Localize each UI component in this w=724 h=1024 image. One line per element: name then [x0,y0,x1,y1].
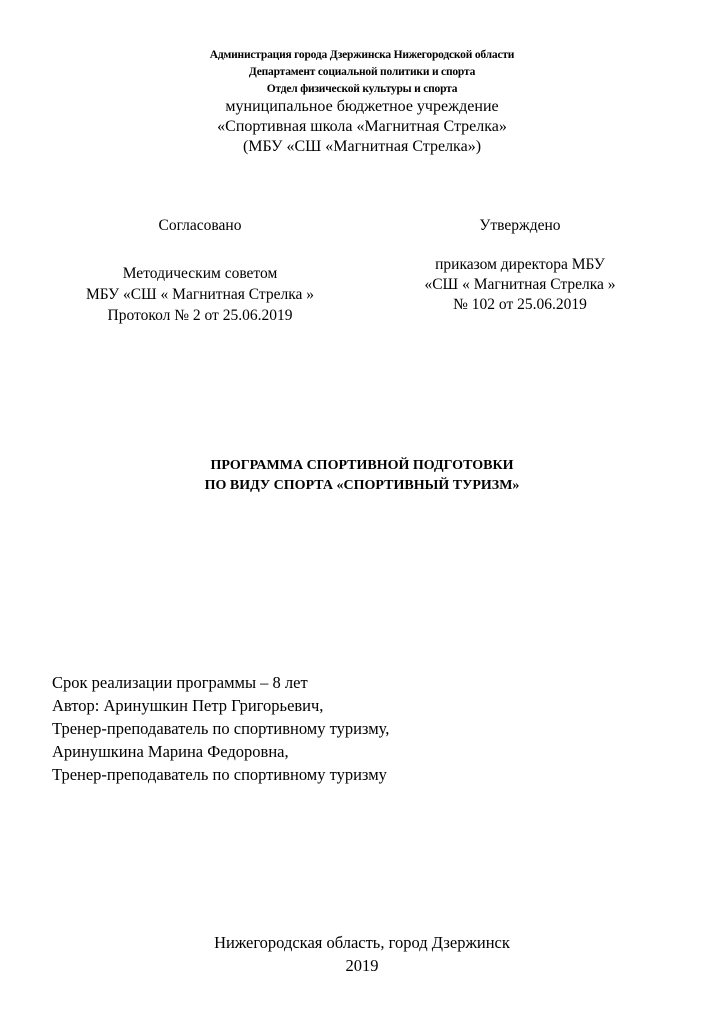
header-institution-name: «Спортивная школа «Магнитная Стрелка» [217,118,507,135]
footer-place: Нижегородская область, город Дзержинск [214,933,510,952]
program-title-line1: ПРОГРАММА СПОРТИВНОЙ ПОДГОТОВКИ [210,458,514,473]
header-department: Департамент социальной политики и спорта [248,66,476,78]
program-title-line2: ПО ВИДУ СПОРТА «СПОРТИВНЫЙ ТУРИЗМ» [204,478,520,493]
footer-year: 2019 [345,956,379,975]
header-institution-type: муниципальное бюджетное учреждение [225,98,499,115]
approval-left-protocol: Протокол № 2 от 25.06.2019 [107,307,293,324]
author-secondary: Аринушкина Марина Федоровна, [52,742,289,761]
approval-right-order: приказом директора МБУ [435,256,605,273]
approval-right-heading: Утверждено [479,217,561,234]
program-duration: Срок реализации программы – 8 лет [52,673,308,692]
header-administration: Администрация города Дзержинска Нижегородской области [209,49,515,61]
approval-left-org: МБУ «СШ « Магнитная Стрелка » [85,286,315,303]
author-primary: Автор: Аринушкин Петр Григорьевич, [52,696,324,715]
approval-right-org: «СШ « Магнитная Стрелка » [424,276,616,293]
approval-right-number: № 102 от 25.06.2019 [453,296,587,313]
header-institution-short: (МБУ «СШ «Магнитная Стрелка») [242,138,482,155]
author-primary-role: Тренер-преподаватель по спортивному туризму, [52,719,390,738]
approval-left-council: Методическим советом [122,265,278,282]
approval-left-heading: Согласовано [158,217,242,234]
header-sport-office: Отдел физической культуры и спорта [266,83,458,95]
author-secondary-role: Тренер-преподаватель по спортивному туризму [52,765,387,784]
